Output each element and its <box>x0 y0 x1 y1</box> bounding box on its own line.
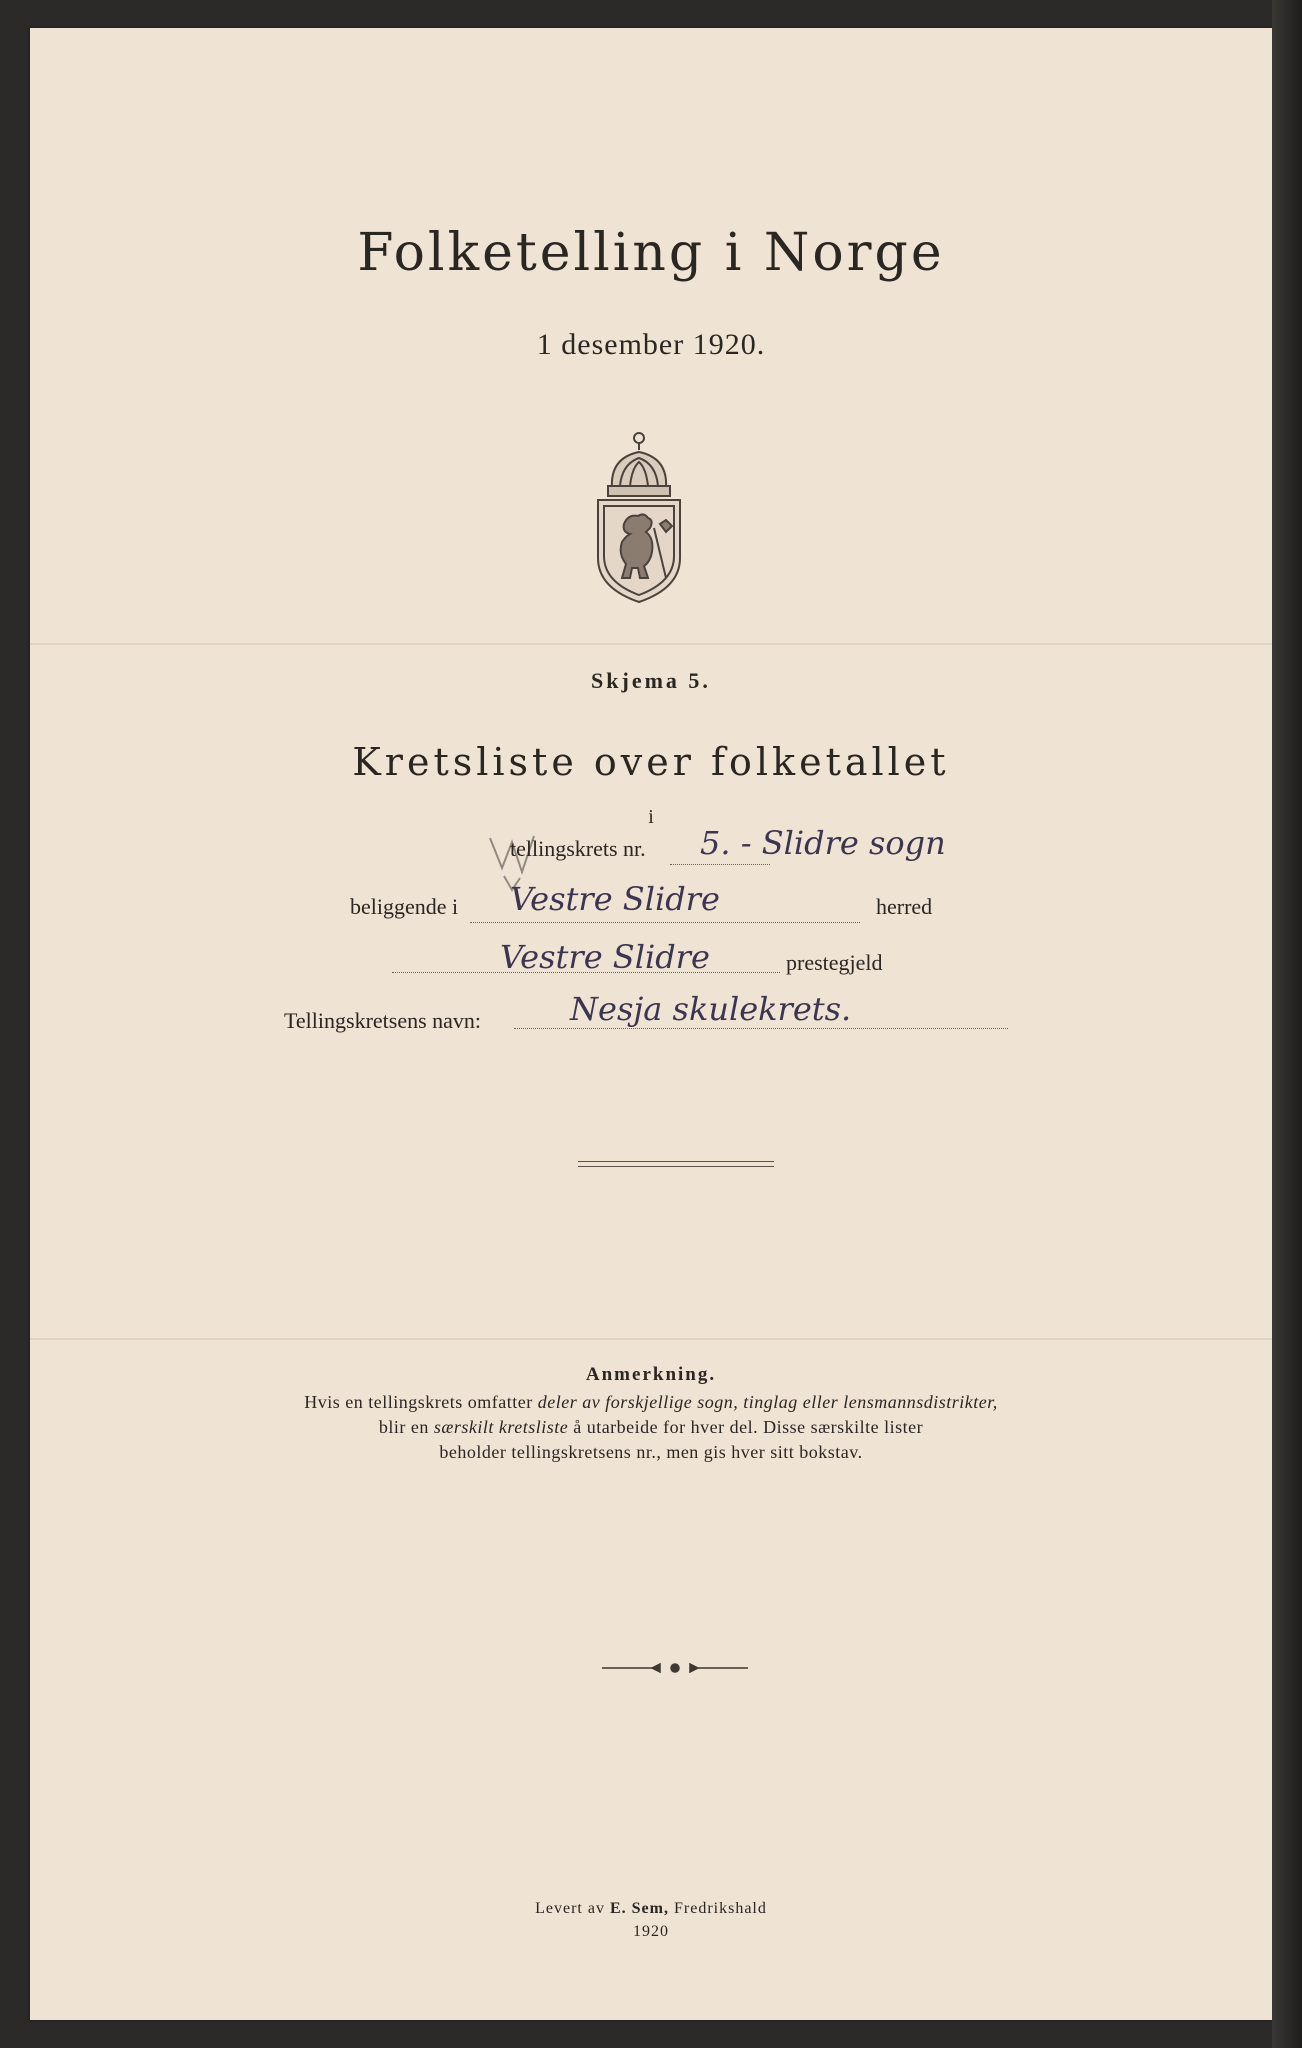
form-heading: Kretsliste over folketallet <box>352 740 950 784</box>
form-title: Folketelling i Norge <box>357 223 945 283</box>
note-line-2 <box>30 1417 1272 1438</box>
navn-label: Tellingskretsens navn: <box>284 1008 482 1033</box>
supplier-name: E. Sem, <box>609 1900 669 1917</box>
beliggende-value: Vestre Slidre <box>510 880 720 918</box>
supplier-prefix: Levert av <box>535 1900 610 1917</box>
paper-fold <box>30 643 1272 645</box>
tellingskrets-value: 5. - Slidre sogn <box>700 824 946 862</box>
ornament-divider-icon <box>600 1658 750 1678</box>
beliggende-line <box>470 922 860 923</box>
schema-number: Skjema 5. <box>591 668 711 693</box>
beliggende-label: beliggende i <box>350 894 459 919</box>
navn-line <box>514 1028 1008 1029</box>
paper-fold <box>30 1338 1272 1340</box>
census-date: 1 desember 1920. <box>536 328 766 361</box>
note-line-3: beholder tellingskretsens nr., men gis hver sitt bokstav. <box>439 1442 863 1462</box>
note-heading: Anmerkning. <box>585 1364 717 1385</box>
prestegjeld-label: prestegjeld <box>786 950 883 975</box>
tellingskrets-line <box>670 864 770 865</box>
norwegian-coat-of-arms-icon <box>592 428 686 604</box>
note-line-2-italic: særskilt kretsliste <box>433 1417 569 1437</box>
navn-value: Nesja skulekrets. <box>570 990 852 1028</box>
herred-label: herred <box>876 894 933 919</box>
census-form-page <box>30 28 1272 2020</box>
tellingskrets-label: tellingskrets nr. <box>510 836 646 861</box>
note-line-2-text-a: blir en <box>378 1417 434 1437</box>
supplier-place: Fredrikshald <box>668 1900 767 1917</box>
note-line-1-italic: deler av forskjellige sogn, tinglag eller lensmannsdistrikter, <box>537 1392 998 1412</box>
note-line-1-text: Hvis en tellingskrets omfatter <box>304 1392 538 1412</box>
prestegjeld-value: Vestre Slidre <box>500 938 710 976</box>
connector-word: i <box>648 806 654 828</box>
print-year: 1920 <box>633 1923 669 1940</box>
note-line-2-text-c: å utarbeide for hver del. Disse særskilte lister <box>568 1417 924 1437</box>
note-line-1 <box>30 1392 1272 1413</box>
printer-credit <box>30 1900 1272 1918</box>
scan-edge-shadow <box>1272 0 1302 2048</box>
section-divider <box>578 1161 774 1167</box>
